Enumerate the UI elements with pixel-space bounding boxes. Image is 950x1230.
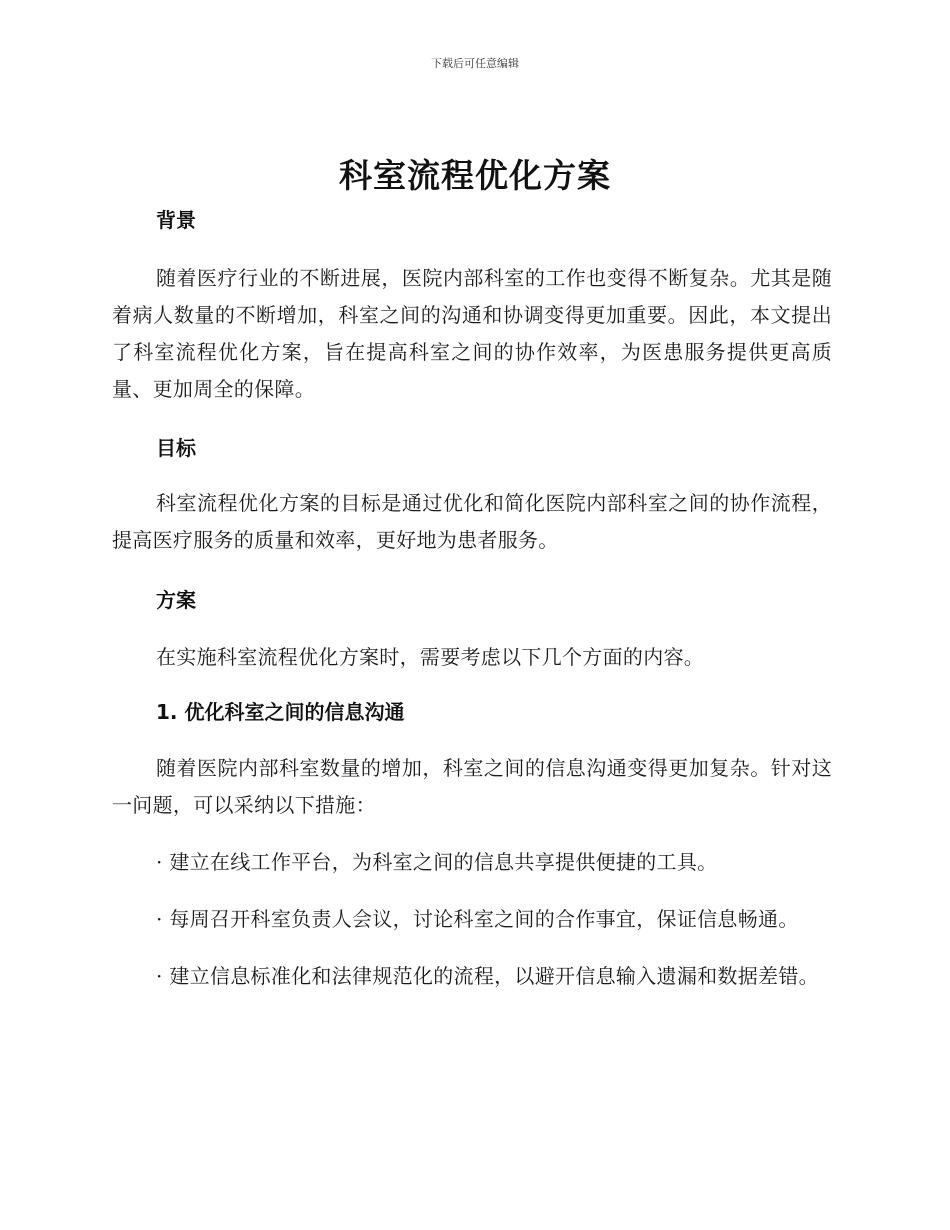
document-body: [112, 205, 832, 995]
heading-section-1: 1. 优化科室之间的信息沟通: [156, 700, 405, 724]
header-note: 下载后可任意编辑: [431, 57, 519, 70]
bullet-item: · 建立信息标准化和法律规范化的流程，以避开信息输入遗漏和数据差错。: [156, 964, 819, 988]
bullet-item: · 每周召开科室负责人会议，讨论科室之间的合作事宜，保证信息畅通。: [156, 907, 799, 931]
paragraph-goal: 科室流程优化方案的目标是通过优化和简化医院内部科室之间的协作流程，提高医疗服务的质量和效率，更好地为患者服务。: [112, 491, 832, 552]
paragraph-plan: 在实施科室流程优化方案时，需要考虑以下几个方面的内容。: [156, 645, 705, 669]
bullet-item: · 建立在线工作平台，为科室之间的信息共享提供便捷的工具。: [156, 850, 718, 874]
paragraph-section-1: 随着医院内部科室数量的增加，科室之间的信息沟通变得更加复杂。针对这一问题，可以采纳以下措施：: [112, 756, 832, 817]
heading-background: 背景: [156, 208, 196, 232]
heading-goal: 目标: [156, 436, 196, 460]
paragraph-background: 随着医疗行业的不断进展，医院内部科室的工作也变得不断复杂。尤其是随着病人数量的不断增加，科室之间的沟通和协调变得更加重要。因此，本文提出了科室流程优化方案，旨在提高科室之间的协作效率，为医患服务提供更高质量、更加周全的保障。: [112, 266, 832, 401]
document-title: 科室流程优化方案: [339, 156, 611, 195]
heading-plan: 方案: [156, 588, 196, 612]
